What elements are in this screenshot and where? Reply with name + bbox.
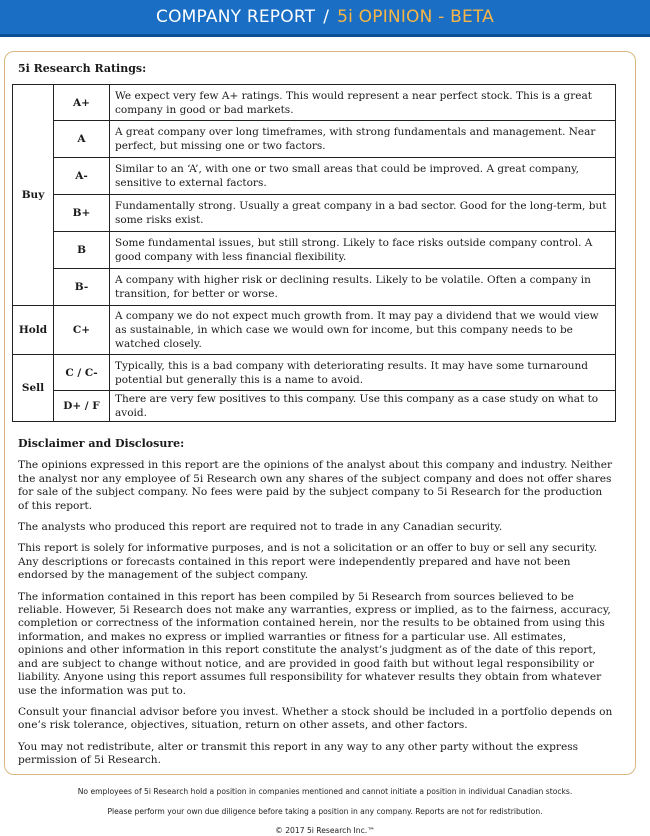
rating-row xyxy=(13,158,616,195)
disclaimer-paragraph: The information contained in this report has been compiled by 5i Research from sources believed to be reliable. However, 5i Research does not make any warranties, express or implied, as to the fairness, accuracy, completion or correctness of the information contained herein, nor the results to be obtained from using this information, and makes no express or implied warranties or fitness for a particular use. All estimates, opinions and other information in this report constitute the analyst’s judgment as of the date of this report, and are subject to change without notice, and are provided in good faith but without legal responsibility or liability. Anyone using this report assumes full responsibility for whatever results they obtain from whatever use the information was put to. xyxy=(18,590,611,697)
rating-grade: D+ / F xyxy=(54,391,110,422)
title-separator: / xyxy=(323,7,330,27)
disclaimer-title: Disclaimer and Disclosure: xyxy=(18,437,185,450)
rating-description: We expect very few A+ ratings. This would represent a near perfect stock. This is a great company in good or bad markets. xyxy=(110,85,616,121)
rating-row xyxy=(13,85,616,121)
category-sell: Sell xyxy=(13,355,54,422)
footer-disclosure: No employees of 5i Research hold a position in companies mentioned and cannot initiate a position in individual Canadian stocks. xyxy=(77,787,573,796)
rating-description: A company we do not expect much growth from. It may pay a dividend that we would view as sustainable, in which case we would own for income, but this company needs to be watched closely. xyxy=(110,306,616,355)
rating-description: Fundamentally strong. Usually a great company in a bad sector. Good for the long-term, but some risks exist. xyxy=(110,195,616,232)
disclaimer-paragraph: You may not redistribute, alter or transmit this report in any way to any other party without the express permission of 5i Research. xyxy=(18,740,579,767)
rating-row xyxy=(13,232,616,269)
rating-row xyxy=(13,355,616,391)
disclaimer-paragraph: The analysts who produced this report are required not to trade in any Canadian security. xyxy=(18,521,503,534)
rating-row xyxy=(13,195,616,232)
rating-grade: B- xyxy=(54,269,110,306)
rating-description: A great company over long timeframes, with strong fundamentals and management. Near perfect, but missing one or two factors. xyxy=(110,121,616,158)
rating-grade: B xyxy=(54,232,110,269)
rating-row xyxy=(13,306,616,355)
rating-grade: A+ xyxy=(54,85,110,121)
report-header xyxy=(0,0,650,37)
rating-grade: C / C- xyxy=(54,355,110,391)
rating-grade: A xyxy=(54,121,110,158)
disclaimer-section xyxy=(18,437,614,776)
rating-grade: B+ xyxy=(54,195,110,232)
category-hold: Hold xyxy=(13,306,54,355)
ratings-table xyxy=(12,84,616,422)
rating-description: Typically, this is a bad company with deteriorating results. It may have some turnaround potential but generally this is a name to avoid. xyxy=(110,355,616,391)
rating-description: A company with higher risk or declining results. Likely to be volatile. Often a company in transition, for better or worse. xyxy=(110,269,616,306)
rating-description: Some fundamental issues, but still strong. Likely to face risks outside company control. A good company with less financial flexibility. xyxy=(110,232,616,269)
rating-description: There are very few positives to this company. Use this company as a case study on what to avoid. xyxy=(110,391,616,422)
report-subtitle: 5i OPINION - BETA xyxy=(337,7,494,27)
rating-description: Similar to an ‘A’, with one or two small areas that could be improved. A great company, sensitive to external factors. xyxy=(110,158,616,195)
footer-copyright: © 2017 5i Research Inc.™ xyxy=(275,826,375,835)
rating-grade: A- xyxy=(54,158,110,195)
rating-grade: C+ xyxy=(54,306,110,355)
rating-row xyxy=(13,269,616,306)
rating-row xyxy=(13,121,616,158)
disclaimer-paragraph: This report is solely for informative purposes, and is not a solicitation or an offer to buy or sell any security. Any descriptions or forecasts contained in this report were independently prepared and have not been endorsed by the management of the subject company. xyxy=(18,542,598,582)
rating-row xyxy=(13,391,616,422)
ratings-title: 5i Research Ratings: xyxy=(18,62,147,75)
disclaimer-paragraph: Consult your financial advisor before you invest. Whether a stock should be included in a portfolio depends on one’s risk tolerance, objectives, situation, return on other assets, and other factors. xyxy=(18,705,613,732)
footer-due-diligence: Please perform your own due diligence before taking a position in any company. Reports are not for redistribution. xyxy=(107,807,543,816)
category-buy: Buy xyxy=(13,85,54,306)
report-title: COMPANY REPORT xyxy=(156,7,316,27)
disclaimer-paragraph: The opinions expressed in this report are the opinions of the analyst about this company and industry. Neither the analyst nor any employee of 5i Research own any shares of the subject company and does not offer shares for sale of the subject company. No fees were paid by the subject company to 5i Research for the production of this report. xyxy=(18,459,613,512)
